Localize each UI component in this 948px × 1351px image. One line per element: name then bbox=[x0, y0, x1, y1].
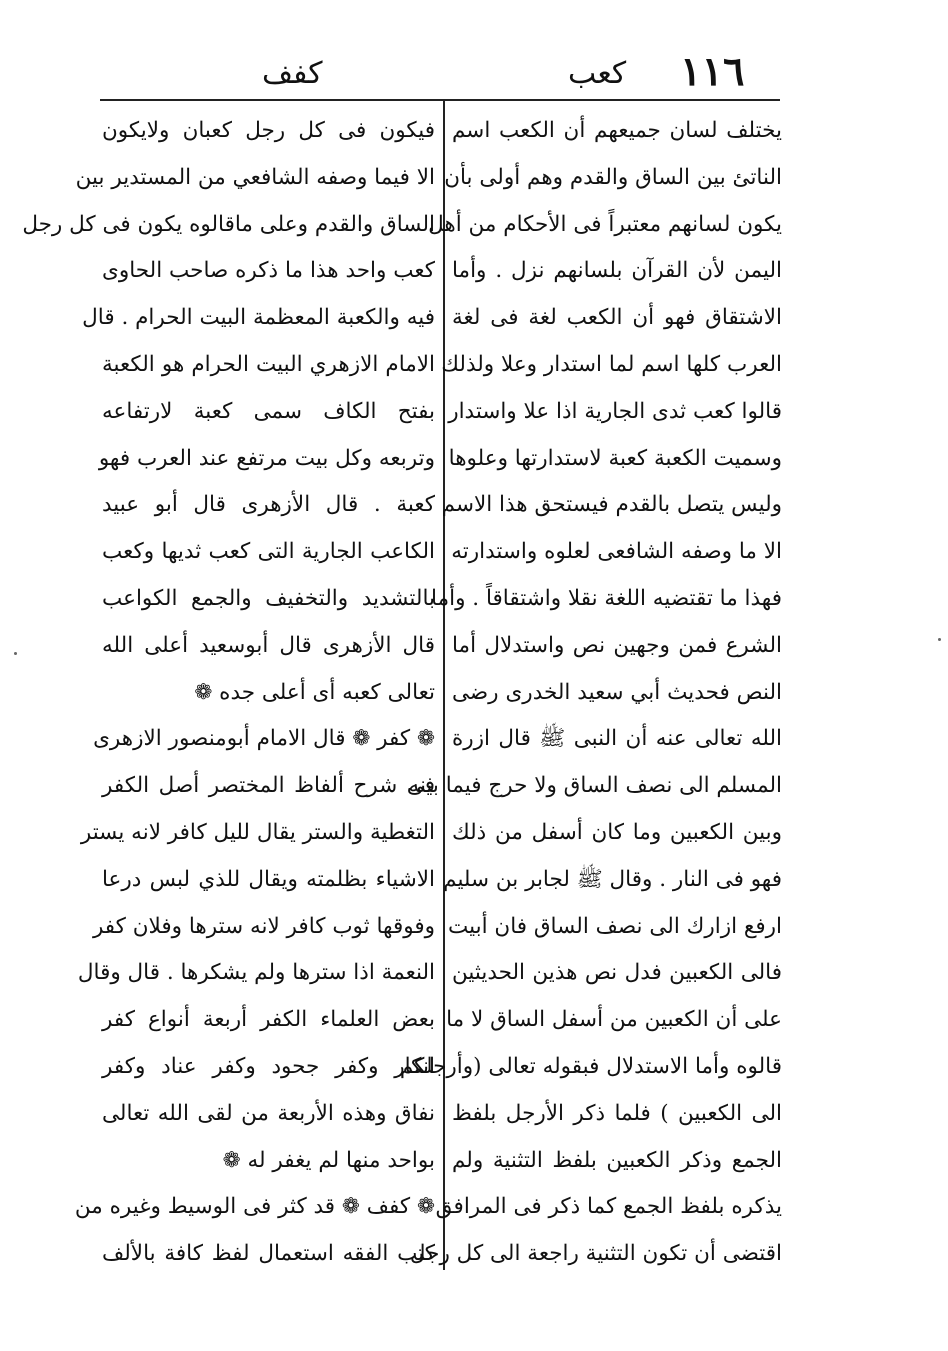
text-line: قالوا كعب ثدى الجارية اذا علا واستدار bbox=[448, 398, 782, 424]
text-line: الله تعالى عنه أن النبى ﷺ قال ازرة bbox=[452, 726, 782, 752]
text-line: الساق والقدم وعلى ماقالوه يكون فى كل رجل bbox=[22, 211, 435, 237]
text-line: اليمن لأن القرآن بلسانهم نزل . وأما bbox=[452, 258, 782, 284]
text-line: يكون لسانهم معتبراً فى الأحكام من أهل bbox=[428, 211, 782, 237]
text-line: ❁ كفر ❁ قال الامام أبومنصور الازهرى bbox=[93, 726, 435, 752]
right-text-column bbox=[399, 108, 782, 1278]
text-line: الجمع وذكر الكعبين بلفظ التثنية ولم bbox=[452, 1147, 782, 1173]
text-line: قالوه وأما الاستدلال فبقوله تعالى (وأرجلكم bbox=[399, 1053, 782, 1079]
text-line: الناتئ بين الساق والقدم وهم أولى بأن bbox=[444, 164, 782, 190]
text-line: ❁ كفف ❁ قد كثر فى الوسيط وغيره من bbox=[74, 1194, 435, 1220]
text-line: فى شرح ألفاظ المختصر أصل الكفر bbox=[102, 773, 435, 799]
text-line: كتب الفقه استعمال لفظ كافة بالألف bbox=[102, 1241, 435, 1267]
text-line: كعبة . قال الأزهرى قال أبو عبيد bbox=[102, 492, 435, 518]
text-line: فيكون فى كل رجل كعبان ولايكون bbox=[102, 118, 435, 143]
running-head-left: كفف bbox=[262, 56, 323, 91]
text-line: اقتضى أن تكون التثنية راجعة الى كل رجل bbox=[409, 1241, 782, 1267]
header-rule bbox=[100, 99, 780, 101]
scan-speck bbox=[14, 652, 17, 655]
text-line: يذكره بلفظ الجمع كما ذكر فى المرافق bbox=[435, 1194, 782, 1220]
text-line: بفتح الكاف سمى كعبة لارتفاعه bbox=[102, 398, 435, 424]
text-line: كعب واحد هذا ما ذكره صاحب الحاوى bbox=[102, 258, 435, 284]
text-line: التغطية والستر يقال لليل كافر لانه يستر bbox=[80, 819, 435, 845]
text-line: بعض العلماء الكفر أربعة أنواع كفر bbox=[102, 1007, 435, 1033]
text-line: فهذا ما تقتضيه اللغة نقلا واشتقاقاً . وأما bbox=[431, 585, 782, 611]
text-line: الشرع فمن وجهين نص واستدلال أما bbox=[452, 632, 782, 658]
page-number: ١١٦ bbox=[680, 48, 745, 95]
page-header bbox=[88, 48, 788, 98]
left-text-column bbox=[22, 108, 435, 1278]
text-line: فالى الكعبين فدل نص هذين الحديثين bbox=[452, 960, 782, 986]
text-line: الكاعب الجارية التى كعب ثديها وكعب bbox=[102, 539, 435, 565]
text-line: فهو فى النار . وقال ﷺ لجابر بن سليم bbox=[443, 866, 782, 892]
text-line: وفوقها ثوب كافر لانه سترها وفلان كفر bbox=[92, 913, 435, 939]
text-line: انكار وكفر جحود وكفر عناد وكفر bbox=[102, 1053, 435, 1079]
text-line: يختلف لسان جميعهم أن الكعب اسم bbox=[452, 118, 782, 143]
text-line: الاشياء بظلمته ويقال للذي لبس درعا bbox=[102, 866, 435, 892]
text-line: النص فحديث أبي سعيد الخدرى رضى bbox=[452, 679, 782, 705]
running-head-center: كعب bbox=[568, 56, 627, 91]
text-line: النعمة اذا سترها ولم يشكرها . قال وقال bbox=[77, 960, 435, 986]
text-line: فيه والكعبة المعظمة البيت الحرام . قال bbox=[82, 305, 435, 331]
text-line: تعالى كعبه أى أعلى جده ❁ bbox=[194, 679, 435, 705]
text-line: قال الأزهرى قال أبوسعيد أعلى الله bbox=[102, 632, 435, 658]
text-line: وبين الكعبين وما كان أسفل من ذلك bbox=[452, 819, 782, 845]
text-line: بالتشديد والتخفيف والجمع الكواعب bbox=[102, 585, 435, 611]
text-line: وليس يتصل بالقدم فيستحق هذا الاسم bbox=[441, 492, 782, 518]
text-line: ارفع ازارك الى نصف الساق فان أبيت bbox=[448, 913, 782, 939]
text-line: الا ما وصفه الشافعى لعلوه واستدارته bbox=[451, 539, 782, 565]
text-line: الامام الازهري البيت الحرام هو الكعبة bbox=[102, 351, 435, 377]
text-line: وتربعه وكل بيت مرتفع عند العرب فهو bbox=[98, 445, 435, 471]
text-line: الاشتقاق فهو أن الكعب لغة فى لغة bbox=[452, 305, 782, 331]
text-line: وسميت الكعبة كعبة لاستدارتها وعلوها bbox=[448, 445, 782, 471]
text-line: على أن الكعبين من أسفل الساق لا ما bbox=[446, 1007, 782, 1033]
text-line: الا فيما وصفه الشافعي من المستدير بين bbox=[75, 164, 435, 190]
text-line: العرب كلها اسم لما استدار وعلا ولذلك bbox=[441, 351, 782, 377]
text-line: بواحد منها لم يغفر له ❁ bbox=[222, 1147, 435, 1173]
column-divider bbox=[443, 100, 445, 1270]
text-line: المسلم الى نصف الساق ولا حرج فيما بينه bbox=[408, 773, 782, 799]
text-line: الى الكعبين ) فلما ذكر الأرجل بلفظ bbox=[452, 1100, 782, 1126]
text-line: نفاق وهذه الأربعة من لقى الله تعالى bbox=[102, 1100, 435, 1126]
scan-speck bbox=[938, 638, 941, 641]
